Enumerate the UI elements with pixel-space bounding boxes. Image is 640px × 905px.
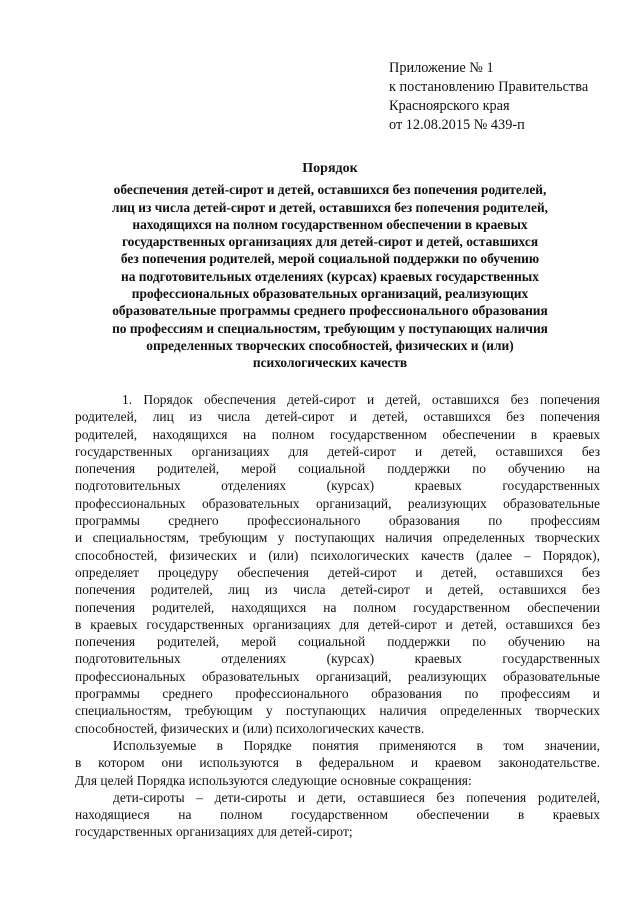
appendix-reference bbox=[389, 59, 629, 135]
title-line: без попечения родителей, мерой социальной поддержки по обучению bbox=[120, 251, 540, 267]
text-line: профессиональных образовательных организаций, реализующих образовательные bbox=[75, 495, 600, 511]
document-body bbox=[75, 391, 600, 841]
title-line: определенных творческих способностей, физических и (или) bbox=[146, 337, 514, 353]
text-line: способностей, физических и (или) психологических качеств (далее – Порядок), bbox=[75, 547, 600, 563]
text-line: способностей, физических и (или) психологических качеств. bbox=[75, 720, 425, 736]
text-line: подготовительных отделениях (курсах) краевых государственных bbox=[75, 651, 600, 667]
text-line: программы среднего профессионального образования по профессиям bbox=[75, 513, 600, 529]
title-line: образовательные программы среднего профессионального образования bbox=[112, 303, 548, 319]
text-line: в краевых государственных организациях для детей-сирот и детей, оставшихся без bbox=[75, 616, 600, 632]
text-line: находящиеся на полном государственном обеспечении в краевых bbox=[75, 807, 600, 823]
title-line: профессиональных образовательных организаций, реализующих bbox=[131, 286, 529, 302]
text-line: государственных организациях для детей-сирот и детей, оставшихся без bbox=[75, 443, 600, 459]
text-line: подготовительных отделениях (курсах) краевых государственных bbox=[75, 478, 600, 494]
title-line: лиц из числа детей-сирот и детей, оставшихся без попечения родителей, bbox=[111, 199, 549, 215]
paragraph-1 bbox=[75, 391, 600, 737]
text-line: профессиональных образовательных организаций, реализующих образовательные bbox=[75, 668, 600, 684]
text-line: государственных организациях для детей-сирот; bbox=[75, 824, 353, 840]
title-line: обеспечения детей-сирот и детей, оставшихся без попечения родителей, bbox=[113, 182, 547, 198]
title-line: на подготовительных отделениях (курсах) краевых государственных bbox=[121, 268, 539, 284]
text-line: специальностям, требующим у поступающих наличия определенных творческих bbox=[75, 703, 600, 719]
title-line: по профессиям и специальностям, требующим у поступающих наличия bbox=[112, 320, 548, 336]
text-line: попечения родителей, находящихся на полном государственном обеспечении bbox=[75, 599, 600, 615]
document-title: Порядок bbox=[302, 161, 358, 176]
text-line: Для целей Порядка используются следующие основные сокращения: bbox=[75, 772, 472, 788]
text-line: Используемые в Порядке понятия применяются в том значении, bbox=[113, 737, 600, 753]
text-line: и специальностям, требующим у поступающих наличия определенных творческих bbox=[75, 530, 600, 546]
paragraph-3 bbox=[75, 789, 600, 841]
text-line: родителей, лиц из числа детей-сирот и детей, оставшихся без попечения bbox=[75, 409, 600, 425]
appendix-line: от 12.08.2015 № 439-п bbox=[389, 117, 525, 133]
appendix-line: Приложение № 1 bbox=[389, 60, 494, 76]
text-line: дети-сироты – дети-сироты и дети, оставшиеся без попечения родителей, bbox=[113, 789, 600, 805]
text-line: определяет процедуру обеспечения детей-сирот и детей, оставшихся без bbox=[75, 564, 600, 580]
text-line: попечения родителей, мерой социальной поддержки по обучению на bbox=[75, 461, 600, 477]
text-line: 1. Порядок обеспечения детей-сирот и детей, оставшихся без попечения bbox=[122, 392, 600, 407]
text-line: попечения родителей, лиц из числа детей-сирот и детей, оставшихся без bbox=[75, 582, 600, 598]
text-line: попечения родителей, мерой социальной поддержки по обучению на bbox=[75, 634, 600, 650]
title-line: государственных организациях для детей-сирот и детей, оставшихся bbox=[121, 234, 539, 250]
title-line: психологических качеств bbox=[252, 355, 408, 371]
appendix-line: Красноярского края bbox=[389, 98, 510, 114]
text-line: программы среднего профессионального образования по профессиям и bbox=[75, 686, 600, 702]
paragraph-2 bbox=[75, 737, 600, 789]
text-line: родителей, находящихся на полном государственном обеспечении в краевых bbox=[75, 426, 600, 442]
title-line: находящихся на полном государственном обеспечении в краевых bbox=[132, 216, 528, 232]
text-line: в котором они используются в федеральном и краевом законодательстве. bbox=[75, 755, 600, 771]
appendix-line: к постановлению Правительства bbox=[389, 79, 589, 95]
document-title-block bbox=[60, 160, 600, 372]
